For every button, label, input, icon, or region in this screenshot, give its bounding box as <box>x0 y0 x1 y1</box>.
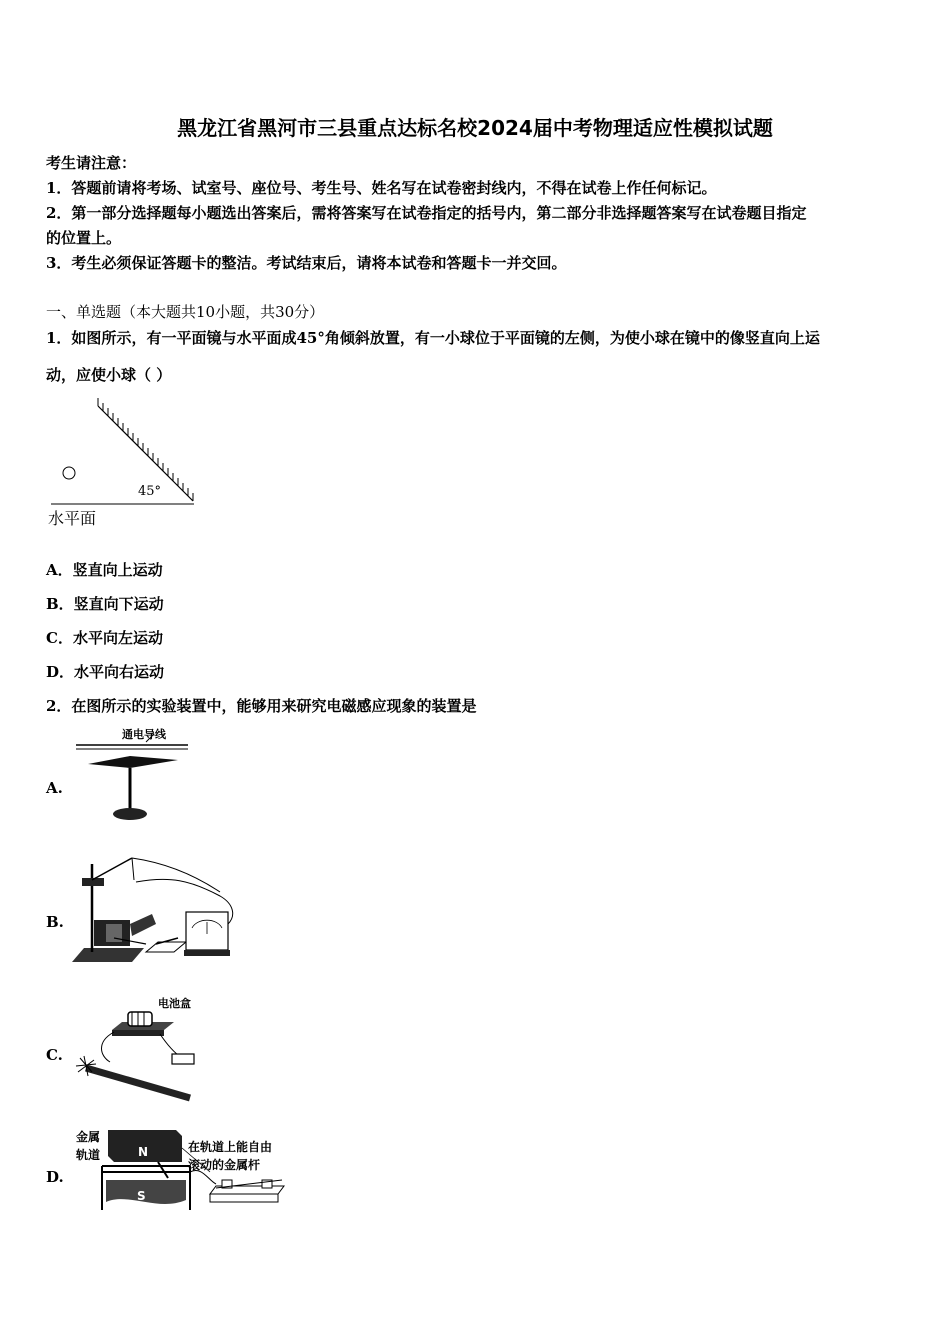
q1-option-c[interactable]: C．水平向左运动 <box>46 629 163 647</box>
label-battery-box: 电池盒 <box>158 997 191 1010</box>
notice-item-2: 2．第一部分选择题每小题选出答案后，需将答案写在试卷指定的括号内，第二部分非选择题答案写在试卷题目指定 <box>46 204 807 222</box>
angle-label: 45° <box>138 484 162 499</box>
notice-heading: 考生请注意： <box>46 154 137 172</box>
q1-text-line1: 1．如图所示，有一平面镜与水平面成45°角倾斜放置，有一小球位于平面镜的左侧，为使小球在镜中的像竖直向上运 <box>46 329 820 347</box>
section-heading: 一、单选题（本大题共10小题，共30分） <box>46 303 325 321</box>
q2-option-a-letter[interactable]: A. <box>46 779 63 797</box>
label-pole-n: N <box>138 1145 149 1159</box>
q2-text: 2．在图所示的实验装置中，能够用来研究电磁感应现象的装置是 <box>46 697 477 715</box>
notice-item-1: 1．答题前请将考场、试室号、座位号、考生号、姓名写在试卷密封线内，不得在试卷上作任何标记。 <box>46 179 717 197</box>
q2-option-d-letter[interactable]: D. <box>46 1168 64 1186</box>
ball-icon <box>63 467 75 479</box>
q2-figure-b <box>70 852 240 968</box>
label-rolling-rod-2: 滚动的金属杆 <box>188 1158 261 1172</box>
label-track: 轨道 <box>76 1148 101 1162</box>
label-metal: 金属 <box>76 1130 101 1144</box>
ground-label: 水平面 <box>48 509 97 528</box>
q2-option-b-letter[interactable]: B. <box>46 913 64 931</box>
q2-option-c-letter[interactable]: C. <box>46 1046 63 1064</box>
q1-option-b[interactable]: B．竖直向下运动 <box>46 595 164 613</box>
q1-option-d[interactable]: D．水平向右运动 <box>46 663 165 681</box>
notice-item-2-cont: 的位置上。 <box>46 229 122 247</box>
q1-option-a[interactable]: A．竖直向上运动 <box>46 561 163 579</box>
label-rolling-rod-1: 在轨道上能自由 <box>188 1140 273 1154</box>
q2-figure-c <box>72 1002 202 1106</box>
notice-item-3: 3．考生必须保证答题卡的整洁。考试结束后，请将本试卷和答题卡一并交回。 <box>46 254 567 272</box>
label-pole-s: S <box>137 1189 146 1203</box>
label-live-wire: 通电导线 <box>122 728 166 741</box>
q1-text-line2: 动，应使小球（ ） <box>46 366 172 384</box>
page-title: 黑龙江省黑河市三县重点达标名校2024届中考物理适应性模拟试题 <box>177 116 773 140</box>
